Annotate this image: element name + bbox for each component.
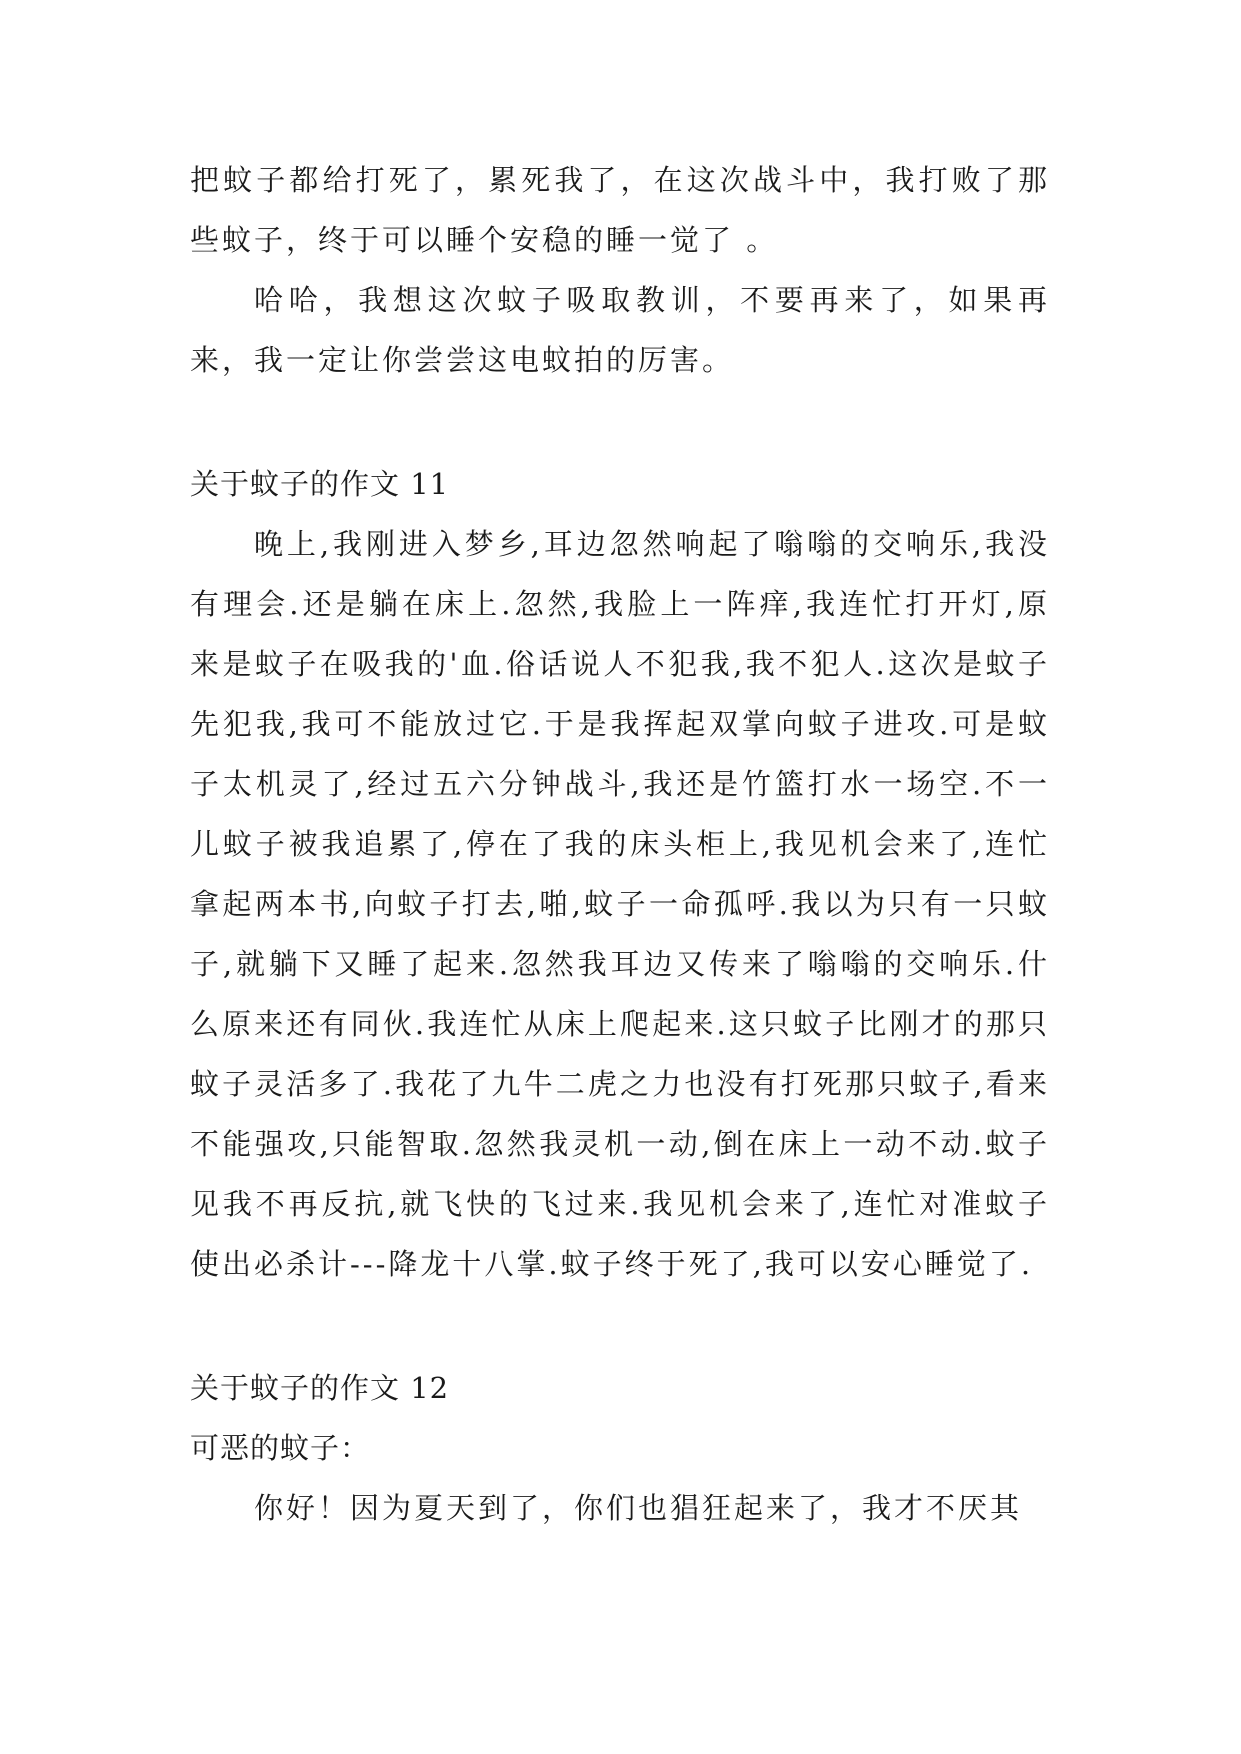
paragraph-continuation-2: 哈哈，我想这次蚊子吸取教训，不要再来了，如果再来，我一定让你尝尝这电蚊拍的厉害。 [190, 283, 1050, 377]
paragraph-continuation-1: 把蚊子都给打死了，累死我了，在这次战斗中，我打败了那些蚊子，终于可以睡个安稳的睡一觉了 。 [190, 163, 1050, 257]
essay-12-title: 关于蚊子的作文 12 [190, 1371, 450, 1405]
section-spacer [190, 1294, 1050, 1358]
essay-12-salutation: 可恶的蚊子： [190, 1431, 371, 1465]
section-spacer [190, 390, 1050, 454]
essay-11-title: 关于蚊子的作文 11 [190, 467, 450, 501]
essay-11-body: 晚上,我刚进入梦乡,耳边忽然响起了嗡嗡的交响乐,我没有理会.还是躺在床上.忽然,我脸上一阵痒,我连忙打开灯,原来是蚊子在吸我的'血.俗话说人不犯我,我不犯人.这次是蚊子先犯我,我可不能放过它.于是我挥起双掌向蚊子进攻.可是蚊子太机灵了,经过五六分钟战斗,我还是竹篮打水一场空.不一儿蚊子被我追累了,停在了我的床头柜上,我见机会来了,连忙拿起两本书,向蚊子打去,啪,蚊子一命孤呼.我以为只有一只蚊子,就躺下又睡了起来.忽然我耳边又传来了嗡嗡的交响乐.什么原来还有同伙.我连忙从床上爬起来.这只蚊子比刚才的那只蚊子灵活多了.我花了九牛二虎之力也没有打死那只蚊子,看来不能强攻,只能智取.忽然我灵机一动,倒在床上一动不动.蚊子见我不再反抗,就飞快的飞过来.我见机会来了,连忙对准蚊子使出必杀计---降龙十八掌.蚊子终于死了,我可以安心睡觉了. [190, 527, 1050, 1281]
essay-12-body: 你好！因为夏天到了，你们也猖狂起来了，我才不厌其 [254, 1491, 1023, 1525]
document-page [190, 150, 1050, 1538]
